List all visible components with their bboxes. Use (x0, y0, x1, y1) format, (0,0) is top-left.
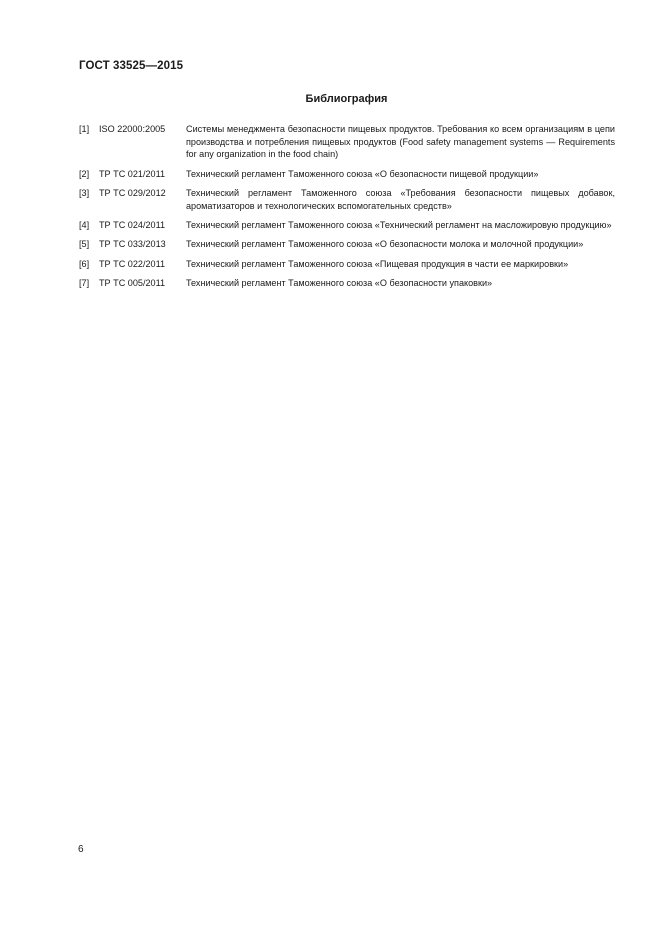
entry-description: Технический регламент Таможенного союза «О безопасности пищевой продукции» (186, 168, 539, 179)
bibliography-entry-6 (79, 258, 615, 271)
entry-code: ТР ТС 005/2011 (99, 278, 166, 289)
entry-number: [2] (79, 168, 90, 179)
entry-number: [5] (79, 239, 90, 250)
bibliography-entry-3 (79, 187, 615, 212)
bibliography-list (79, 123, 615, 297)
entry-description: Технический регламент Таможенного союза «О безопасности молока и молочной продукции» (186, 239, 584, 250)
entry-code: ТР ТС 022/2011 (99, 258, 166, 269)
entry-number: [4] (79, 219, 90, 230)
bibliography-entry-7 (79, 277, 615, 290)
entry-number: [1] (79, 124, 90, 134)
bibliography-title: Библиография (305, 93, 388, 105)
entry-code: ISO 22000:2005 (99, 124, 166, 134)
entry-number: [7] (79, 278, 90, 289)
bibliography-entry-5 (79, 238, 615, 251)
entry-code: ТР ТС 029/2012 (99, 187, 166, 198)
bibliography-entry-1 (79, 123, 615, 161)
document-header: ГОСТ 33525—2015 (79, 60, 184, 72)
entry-code: ТР ТС 021/2011 (99, 168, 166, 179)
entry-number: [6] (79, 258, 90, 269)
entry-code: ТР ТС 024/2011 (99, 219, 166, 230)
entry-code: ТР ТС 033/2013 (99, 239, 166, 250)
entry-number: [3] (79, 187, 90, 198)
bibliography-entry-4 (79, 219, 615, 232)
bibliography-entry-2 (79, 168, 615, 181)
page-number: 6 (78, 844, 84, 855)
entry-description: Системы менеджмента безопасности пищевых продуктов. Требования ко всем организациям в цепи производства и потребления пищевых продуктов (Food safety management systems — Requirements for any organization in the food chain) (186, 124, 615, 160)
entry-description: Технический регламент Таможенного союза «Требования безопасности пищевых добавок, ароматизаторов и технологических вспомогательных средств» (186, 187, 615, 211)
entry-description: Технический регламент Таможенного союза «Технический регламент на масложировую продукцию» (186, 219, 612, 230)
entry-description: Технический регламент Таможенного союза «О безопасности упаковки» (186, 278, 493, 289)
entry-description: Технический регламент Таможенного союза «Пищевая продукция в части ее маркировки» (186, 258, 569, 269)
